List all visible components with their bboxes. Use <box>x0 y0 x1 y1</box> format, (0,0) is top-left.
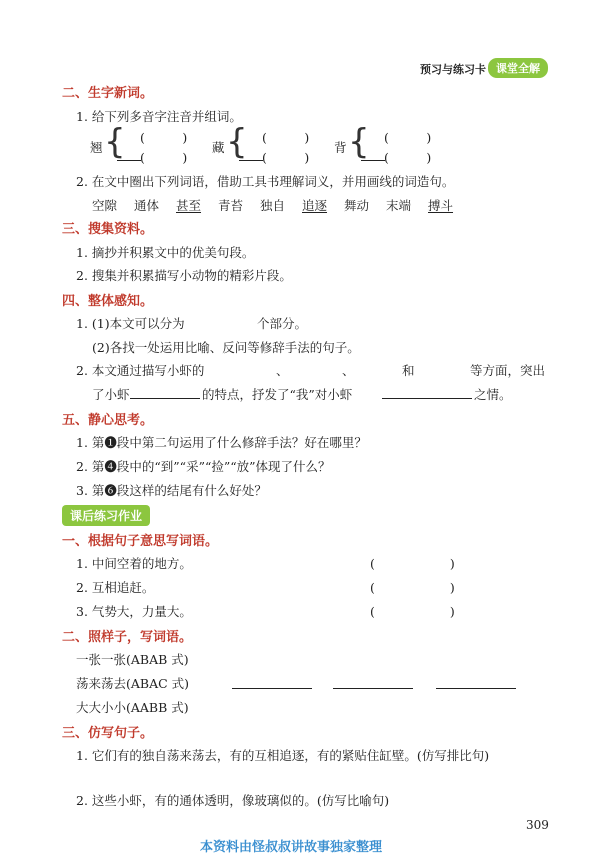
vocab-word: 独自 <box>260 198 286 213</box>
separator: 、 <box>276 363 289 378</box>
answer-paren[interactable]: ( ) <box>370 604 455 619</box>
answer-paren[interactable]: ( ) <box>384 150 432 165</box>
pattern-example: 大大小小(AABB 式) <box>76 700 189 715</box>
question-text: (2)各找一处运用比喻、反问等修辞手法的句子。 <box>92 340 360 355</box>
brace: { <box>104 122 126 162</box>
answer-line[interactable] <box>239 160 263 161</box>
answer-paren[interactable]: ( ) <box>140 130 188 145</box>
section-title-overview: 四、整体感知。 <box>62 294 154 309</box>
question-text: 1. 摘抄并积累文中的优美句段。 <box>76 245 255 260</box>
section-title-imitate: 三、仿写句子。 <box>62 726 154 741</box>
polyphone-char: 藏 <box>212 140 225 155</box>
question-text: 1. 给下列多音字注音并组词。 <box>76 109 242 124</box>
footer-note: 本资料由怪叔叔讲故事独家整理 <box>200 840 383 855</box>
pattern-example: 荡来荡去(ABAC 式) <box>76 676 190 691</box>
question-text: 2. 本文通过描写小虾的 <box>76 363 205 378</box>
question-text: 2. 第❹段中的“到”“采”“捡”“放”体现了什么？ <box>76 459 331 474</box>
question-text: 的特点，抒发了“我”对小虾 <box>202 387 353 402</box>
question-text: 2. 这些小虾，有的通体透明，像玻璃似的。(仿写比喻句) <box>76 793 390 808</box>
page-number: 309 <box>526 818 549 832</box>
question-text: 1. 第❶段中第二句运用了什么修辞手法？好在哪里？ <box>76 435 367 450</box>
answer-line[interactable] <box>436 688 516 689</box>
answer-paren[interactable]: ( ) <box>262 130 310 145</box>
separator: 和 <box>402 363 415 378</box>
answer-line[interactable] <box>117 160 141 161</box>
section-title-vocab: 二、生字新词。 <box>62 86 154 101</box>
section-title-research: 三、搜集资料。 <box>62 222 154 237</box>
polyphone-char: 背 <box>334 140 347 155</box>
vocab-word: 青苔 <box>218 198 244 213</box>
answer-line[interactable] <box>232 688 312 689</box>
question-text: 2. 互相追赶。 <box>76 580 155 595</box>
question-text: 1. 中间空着的地方。 <box>76 556 192 571</box>
section-title-reflection: 五、静心思考。 <box>62 413 154 428</box>
question-text: 1. 它们有的独自荡来荡去，有的互相追逐，有的紧贴住缸壁。(仿写排比句) <box>76 748 490 763</box>
question-text: 个部分。 <box>257 316 308 331</box>
vocab-word: 舞动 <box>344 198 370 213</box>
answer-line[interactable] <box>361 160 385 161</box>
vocab-word: 通体 <box>134 198 160 213</box>
separator: 、 <box>342 363 355 378</box>
section-title-pattern: 二、照样子，写词语。 <box>62 630 193 645</box>
answer-line[interactable] <box>382 398 472 399</box>
question-text: 1. (1)本文可以分为 <box>76 316 185 331</box>
homework-banner: 课后练习作业 <box>62 505 150 526</box>
answer-paren[interactable]: ( ) <box>370 556 455 571</box>
question-text: 等方面，突出 <box>470 363 546 378</box>
question-text: 2. 在文中圈出下列词语，借助工具书理解词义，并用画线的词造句。 <box>76 174 455 189</box>
header-title: 预习与练习卡 <box>420 63 486 76</box>
brace: { <box>348 122 370 162</box>
question-text: 了小虾 <box>92 387 130 402</box>
vocab-word-underlined: 搏斗 <box>428 198 454 213</box>
question-text: 3. 气势大，力量大。 <box>76 604 192 619</box>
brace: { <box>226 122 248 162</box>
question-text: 3. 第❻段这样的结尾有什么好处？ <box>76 483 267 498</box>
polyphone-char: 翘 <box>90 140 103 155</box>
question-text: 之情。 <box>474 387 512 402</box>
answer-line[interactable] <box>333 688 413 689</box>
pattern-example: 一张一张(ABAB 式) <box>76 652 189 667</box>
answer-paren[interactable]: ( ) <box>140 150 188 165</box>
vocab-word: 空隙 <box>92 198 118 213</box>
answer-paren[interactable]: ( ) <box>384 130 432 145</box>
header-badge: 课堂全解 <box>488 58 548 78</box>
answer-line[interactable] <box>130 398 200 399</box>
section-title-write-words: 一、根据句子意思写词语。 <box>62 534 219 549</box>
vocab-word-underlined: 追逐 <box>302 198 328 213</box>
vocab-word: 末端 <box>386 198 412 213</box>
vocab-word-underlined: 甚至 <box>176 198 202 213</box>
question-text: 2. 搜集并积累描写小动物的精彩片段。 <box>76 268 292 283</box>
answer-paren[interactable]: ( ) <box>370 580 455 595</box>
answer-paren[interactable]: ( ) <box>262 150 310 165</box>
